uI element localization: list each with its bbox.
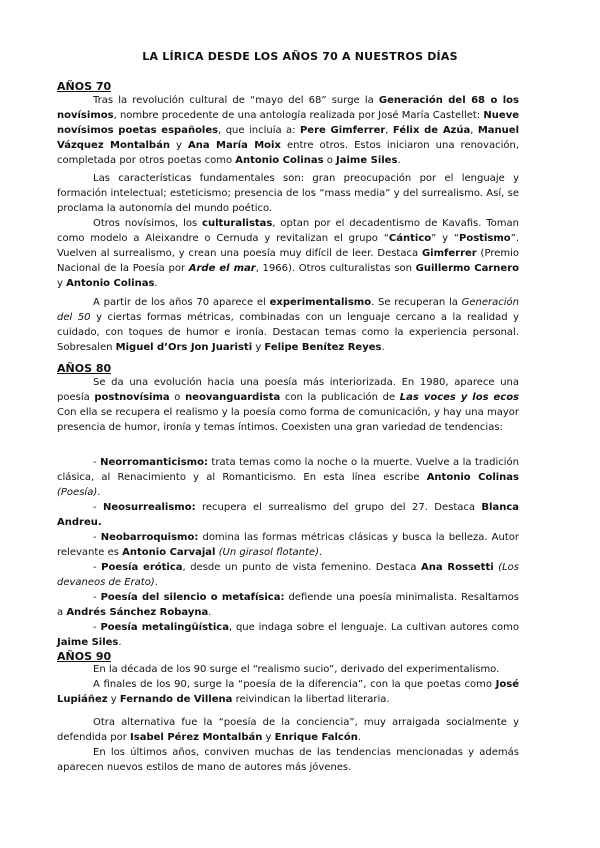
italic-text: (Poesía) — [57, 487, 98, 498]
text-run: , — [385, 125, 393, 136]
text-run: y — [57, 278, 67, 289]
emphasis-text: Las voces y los ecos — [399, 392, 520, 403]
bold-italic-text — [400, 392, 519, 403]
bold-text: Antonio Colinas — [235, 155, 324, 166]
text-run: . — [97, 487, 101, 498]
paragraph-90-ultimos-anos — [57, 745, 519, 775]
text-run: En los últimos años, conviven muchas de las tendencias mencionadas y además aparecen nuevos estilos de mano de autores más jóvenes. — [57, 747, 519, 773]
bold-text: Neosurrealismo: — [103, 502, 196, 513]
text-run: - — [93, 532, 101, 543]
text-run: Tras la revolución cultural de “mayo del 68” surge la — [93, 95, 379, 106]
text-run: trata temas como la noche o la muerte. Vuelve a la tradición clásica, al Renacimiento y al Romanticismo. En esta línea escribe — [57, 457, 519, 483]
text-run: . — [381, 342, 385, 353]
text-run: , desde un punto de vista femenino. Destaca — [182, 562, 422, 573]
text-run: , optan por el decadentismo de Kavafis. Toman como modelo a Aleixandre o Cernuda y revitalizan el grupo “ — [57, 218, 520, 244]
text-run: , que indaga sobre el lenguaje. La cultivan autores como — [228, 622, 519, 633]
bold-text: Pere Gimferrer — [299, 125, 386, 136]
bold-text: Fernando de Villena — [119, 694, 233, 705]
bold-text: Félix de Azúa — [392, 125, 471, 136]
bold-text: Neobarroquismo: — [100, 532, 199, 543]
text-run: En la década de los 90 surge el “realismo sucio”, derivado del experimentalismo. — [93, 664, 500, 675]
bold-text: Manuel Vázquez Montalbán — [57, 125, 520, 151]
bold-text: Isabel Pérez Montalbán — [130, 732, 263, 743]
text-run: - — [93, 622, 101, 633]
text-run: Otros novísimos, los — [93, 218, 203, 229]
bold-text: experimentalismo — [269, 297, 372, 308]
text-run: ” y “ — [431, 233, 460, 244]
trend-neosurrealismo — [57, 500, 519, 530]
text-run: Otra alternativa fue la “poesía de la conciencia”, muy arraigada socialmente y defendida por — [57, 717, 519, 743]
bold-text: Ana María Moix — [188, 140, 281, 151]
paragraph-70-experimentalismo — [57, 295, 519, 355]
bold-text: Poesía erótica — [101, 562, 183, 573]
italic-text: Generación del 50 — [57, 297, 519, 323]
text-run: defiende una poesía minimalista. Resaltamos a — [57, 592, 519, 618]
text-run: reivindican la libertad literaria. — [232, 694, 390, 705]
text-run: ”. Vuelven al surrealismo, y crean una poesía muy difícil de leer. Destaca — [57, 233, 519, 259]
bold-text: Postismo — [459, 233, 511, 244]
text-run: . — [318, 547, 323, 558]
document-title: LA LÍRICA DESDE LOS AÑOS 70 A NUESTROS DÍAS — [142, 50, 458, 63]
text-run: , que incluía a: — [218, 125, 300, 136]
italic-text: (Un girasol flotante) — [218, 547, 319, 558]
bold-text: José Lupiáñez — [57, 679, 519, 705]
text-run: domina las formas métricas clásicas y busca la belleza. Autor relevante es — [57, 532, 519, 558]
emphasis-text: Arde el mar — [188, 263, 256, 274]
text-run: con la publicación de — [280, 392, 400, 403]
bold-text: Generación del 68 o los novísimos — [57, 95, 520, 121]
text-run: - — [93, 592, 101, 603]
text-run: entre otros. Estos iniciaron una renovación, completada por otros poetas como — [57, 140, 520, 166]
text-run: - — [93, 562, 102, 573]
text-run: y — [107, 694, 120, 705]
text-run: , nombre procedente de una antología realizada por José María Castellet: — [113, 110, 484, 121]
bold-text: Blanca Andreu. — [57, 502, 519, 528]
trend-poesia-metalinguistica — [57, 620, 519, 650]
paragraph-70-culturalistas — [57, 216, 519, 291]
text-run: A finales de los 90, surge la “poesía de la diferencia”, con la que poetas como — [93, 679, 496, 690]
section-heading-80: AÑOS 80 — [57, 362, 112, 375]
bold-text: Enrique Falcón — [274, 732, 358, 743]
trend-poesia-erotica — [57, 560, 519, 590]
text-run: . — [397, 155, 401, 166]
paragraph-70-intro — [57, 93, 519, 168]
text-run: . Se recuperan la — [371, 297, 462, 308]
bold-italic-text — [189, 263, 256, 274]
paragraph-90-diferencia — [57, 677, 519, 707]
text-run: y — [252, 342, 265, 353]
text-run: . — [208, 607, 212, 618]
bold-text: Poesía metalingüística — [100, 622, 229, 633]
text-run: o — [323, 155, 337, 166]
bold-text: Jaime Siles — [57, 637, 119, 648]
text-run: . — [154, 278, 158, 289]
text-run: , — [470, 125, 478, 136]
bold-text: postnovísima — [94, 392, 170, 403]
paragraph-70-characteristics — [57, 171, 519, 216]
paragraph-90-conciencia — [57, 715, 519, 745]
text-run: . — [154, 577, 158, 588]
bold-text: Nueve novísimos poetas españoles — [57, 110, 519, 136]
bold-text: neovanguardista — [185, 392, 281, 403]
text-run: . — [118, 637, 122, 648]
italic-text: (Los devaneos de Erato) — [57, 562, 520, 588]
text-run: Con ella se recupera el realismo y la poesía como forma de comunicación, y hay una mayor presencia de humor, ironía y temas íntimos. Coexisten una gran variedad de tendencias: — [57, 407, 519, 433]
text-run: y ciertas formas métricas, combinadas con un lenguaje cercano a la realidad y cuidado, con toques de humor e ironía. Destacan temas como la experiencia personal. Sobresalen — [57, 312, 519, 353]
text-run: o — [169, 392, 186, 403]
bold-text: Cántico — [388, 233, 432, 244]
bold-text: Jaime Siles — [336, 155, 398, 166]
text-run: y — [262, 732, 275, 743]
paragraph-80-intro — [57, 375, 519, 435]
text-run: recupera el surrealismo del grupo del 27. Destaca — [195, 502, 482, 513]
bold-text: Andrés Sánchez Robayna — [66, 607, 209, 618]
text-run: (Premio Nacional de la Poesía por — [57, 248, 519, 274]
text-run: Se da una evolución hacia una poesía más interiorizada. En 1980, aparece una poesía — [57, 377, 519, 403]
bold-text: Antonio Carvajal — [122, 547, 216, 558]
text-run: A partir de los años 70 aparece el — [93, 297, 270, 308]
text-run: y — [169, 140, 189, 151]
bold-text: Felipe Benítez Reyes — [264, 342, 382, 353]
text-run: - — [93, 502, 103, 513]
bold-text: Antonio Colinas — [66, 278, 155, 289]
trend-neorromanticismo — [57, 455, 519, 500]
text-run: - — [93, 457, 101, 468]
trend-poesia-silencio — [57, 590, 519, 620]
text-run: Las características fundamentales son: gran preocupación por el lenguaje y formación intelectual; esteticismo; presencia de los “mass media” y del surrealismo. Así, se proclama la autonomía del mundo poético. — [57, 173, 519, 214]
text-run: , 1966). Otros culturalistas son — [255, 263, 416, 274]
bold-text: Neorromanticismo: — [100, 457, 208, 468]
bold-text: culturalistas — [202, 218, 273, 229]
bold-text: Poesía del silencio o metafísica: — [100, 592, 285, 603]
bold-text: Guillermo Carnero — [415, 263, 520, 274]
paragraph-90-realismo-sucio — [57, 662, 519, 677]
bold-text: Miguel d’Ors Jon Juaristi — [115, 342, 253, 353]
bold-text: Antonio Colinas — [426, 472, 519, 483]
text-run: . — [357, 732, 362, 743]
bold-text: Ana Rossetti — [421, 562, 494, 573]
section-heading-90: AÑOS 90 — [57, 650, 112, 663]
trend-neobarroquismo — [57, 530, 519, 560]
section-heading-70: AÑOS 70 — [57, 80, 112, 93]
bold-text: Gimferrer — [421, 248, 477, 259]
